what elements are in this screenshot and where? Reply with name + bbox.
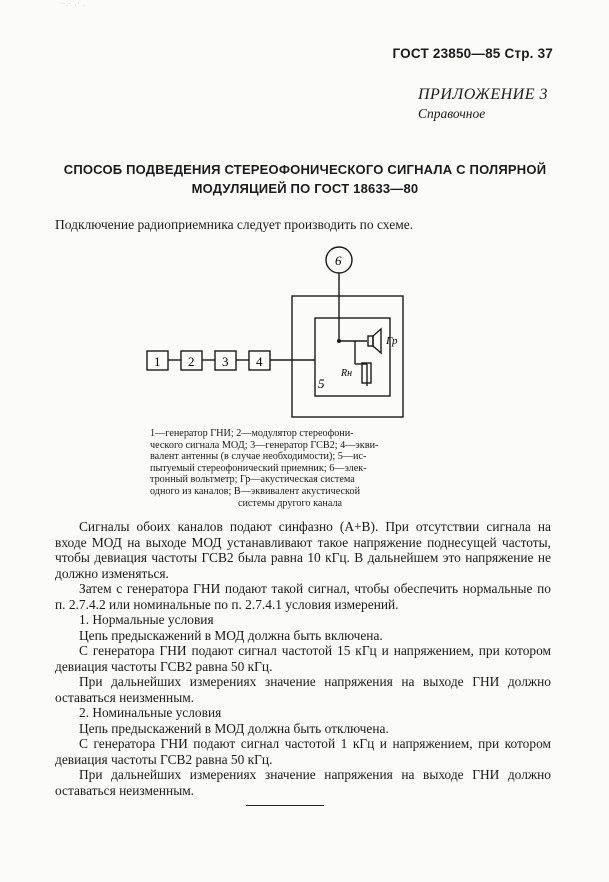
caption-line: пытуемый стереофонический приемник; 6—элек- [150,462,367,474]
block-1-label: 1 [154,354,161,369]
receiver-outer-box [292,296,403,417]
paragraph: С генератора ГНИ подают сигнал частотой 15 кГц и напряжением, при котором девиация частоты ГСВ2 равна 50 кГц. [55,643,551,674]
paragraph: С генератора ГНИ подают сигнал частотой 1 кГц и напряжением, при котором девиация частоты ГСВ2 равна 50 кГц. [55,736,551,767]
voltmeter-label: 6 [335,253,342,268]
appendix-title: ПРИЛОЖЕНИЕ 3 [418,86,548,103]
paragraph: Сигналы обоих каналов подают синфазно (A+B). При отсутствии сигнала на входе МОД на выходе МОД устанавливают такое напряжение поднесущей частоты, чтобы девиация частоты ГСВ2 была равна 10 кГц. В дальнейшем это напряжение не должно изменяться. [55,519,551,581]
caption-line: ческого сигнала МОД; 3—генератор ГСВ2; 4—экви- [150,439,379,451]
paragraph: При дальнейших измерениях значение напряжения на выходе ГНИ должно оставаться неизменным. [55,767,551,798]
block-4-label: 4 [256,354,263,369]
caption-line: 1—генератор ГНИ; 2—модулятор стереофони- [150,428,354,439]
section-title-line-2: МОДУЛЯЦИЕЙ ПО ГОСТ 18633—80 [191,181,419,196]
caption-line: системы другого канала [237,497,343,509]
end-rule [246,805,324,806]
caption-line: тронный вольтметр; Гр—акустическая система [150,474,355,486]
intro-text: Подключение радиоприемника следует производить по схеме. [55,217,414,232]
paragraph: 1. Нормальные условия [79,612,214,627]
diagram-caption [150,428,430,509]
paragraph: При дальнейших измерениях значение напряжения на выходе ГНИ должно оставаться неизменным. [55,674,551,705]
block-2-label: 2 [188,354,195,369]
speaker-label: Гр [386,335,398,347]
page-header: ГОСТ 23850—85 Стр. 37 [392,46,553,61]
scan-artifact: ˙˙·˙ ·˙ · [60,3,86,9]
caption-line: валент антенны (в случае необходимости); 5—ис- [150,451,367,463]
load-label: Rн [341,368,353,379]
paragraph: Цепь предыскажений в МОД должна быть включена. [79,627,383,643]
section-title-line-1: СПОСОБ ПОДВЕДЕНИЯ СТЕРЕОФОНИЧЕСКОГО СИГНАЛА С ПОЛЯРНОЙ [63,162,547,177]
caption-line: одного из каналов; В—эквивалент акустической [150,485,361,497]
speaker-icon [368,336,373,346]
block-3-label: 3 [222,354,229,369]
body-text [55,519,551,798]
paragraph: 2. Номинальные условия [79,705,222,720]
paragraph: Затем с генератора ГНИ подают такой сигнал, чтобы обеспечить нормальные по п. 2.7.4.2 или номинальные по п. 2.7.4.1 условия измерений. [55,581,551,612]
appendix-subtitle: Справочное [418,106,486,121]
receiver-inner-box [315,318,390,396]
receiver-label: 5 [318,376,325,391]
paragraph: Цепь предыскажений в МОД должна быть отключена. [79,720,389,736]
